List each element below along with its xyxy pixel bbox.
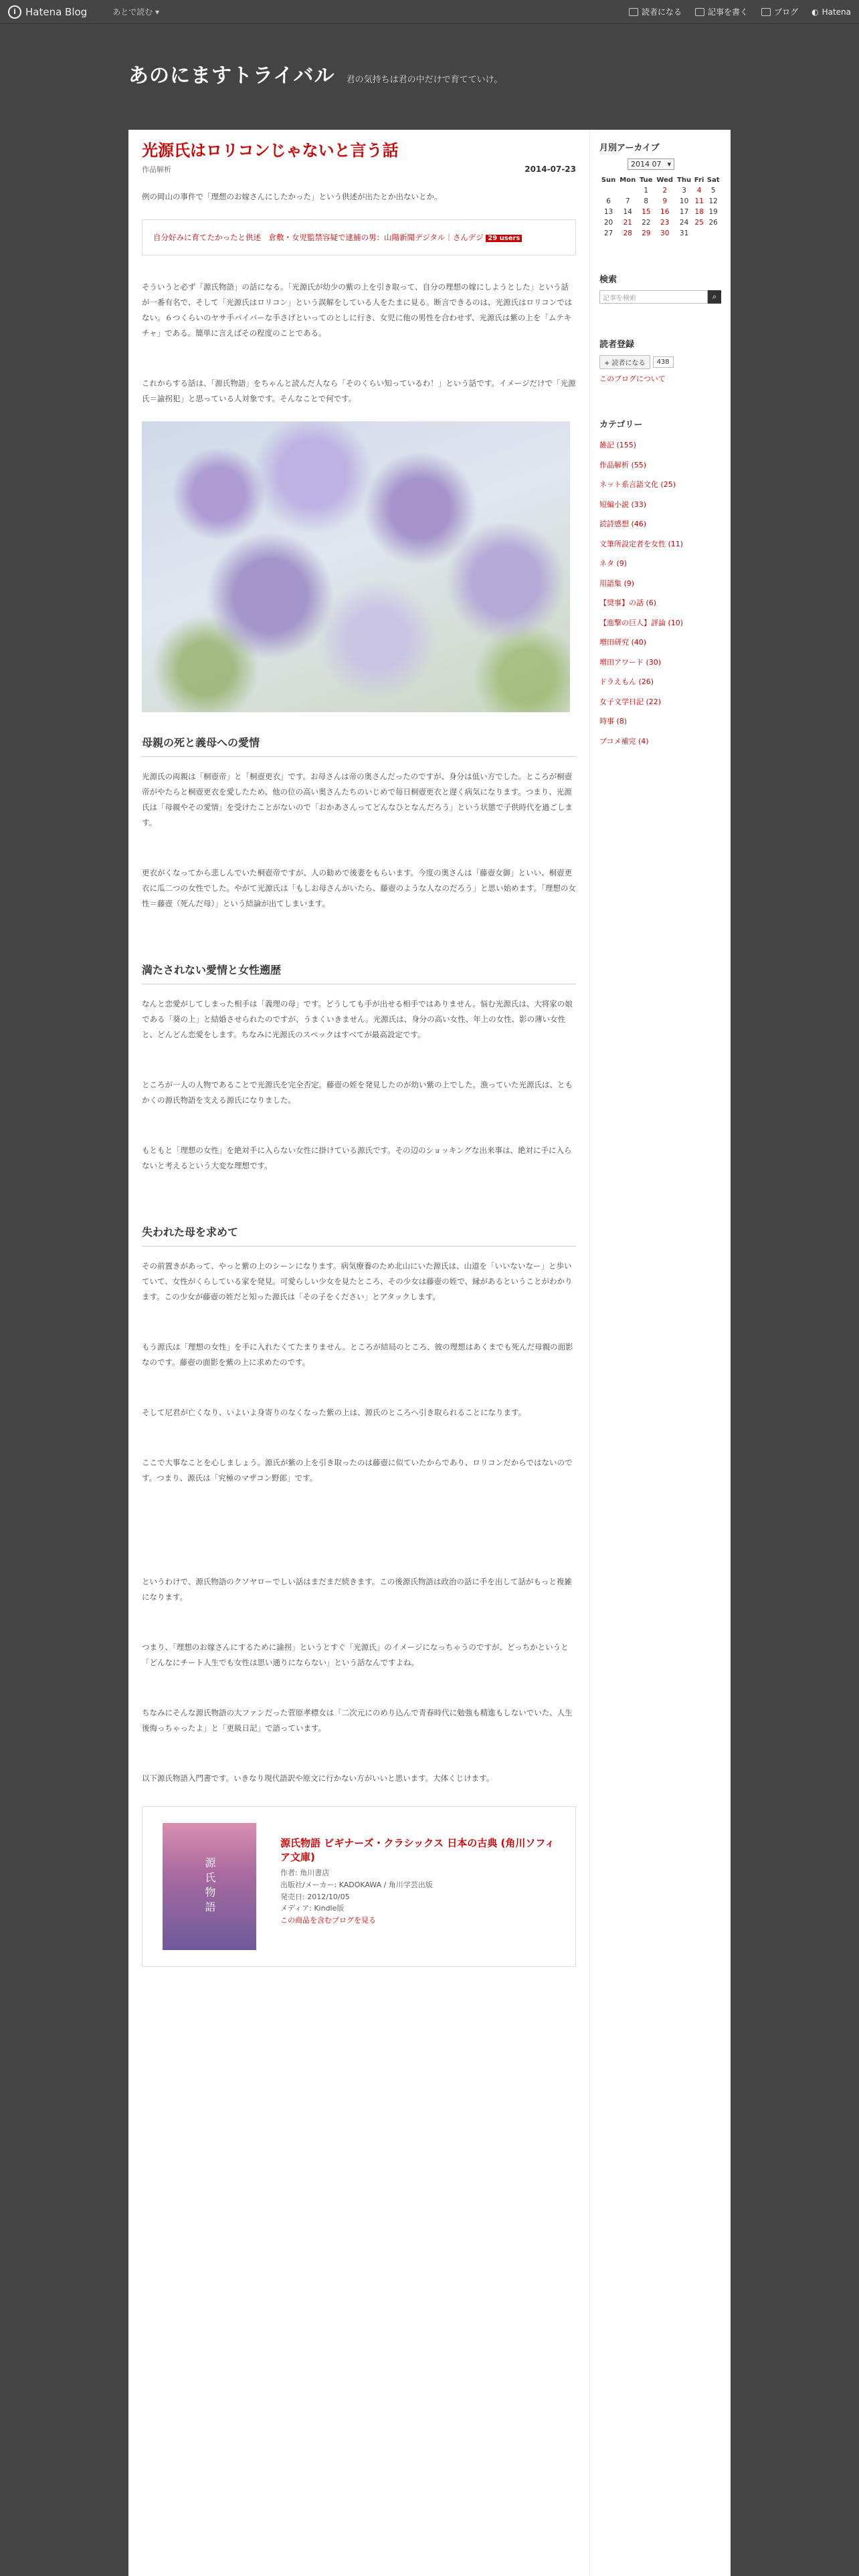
calendar-day[interactable]: 16 <box>660 208 670 216</box>
spacer <box>142 1685 576 1705</box>
spacer <box>142 1319 576 1339</box>
subscribe-module <box>599 337 721 384</box>
paragraph-11: ここで大事なことを心しましょう。源氏が紫の上を引き取ったのは藤壺に似ていたからであり、ロリコンだからではないのです。つまり、源氏は「究極のマザコン野郎」です。 <box>142 1458 573 1483</box>
search-form <box>599 290 721 304</box>
search-input[interactable]: 記事を検索 <box>599 290 708 304</box>
book-cover-text: 源氏物語 <box>203 1857 216 1917</box>
subscribe-header-label: 読者になる <box>642 7 682 17</box>
calendar-day[interactable]: 4 <box>696 187 702 195</box>
archive-module <box>599 140 721 239</box>
main-column <box>128 130 590 2576</box>
global-header <box>0 0 859 24</box>
category-link[interactable]: ネット系言語文化 (25) <box>599 480 676 489</box>
hatena-link[interactable] <box>812 7 851 17</box>
calendar-week-row <box>599 185 721 196</box>
paragraph-10: そして尼君が亡くなり、いよいよ身寄りのなくなった紫の上は、源氏のところへ引き取られることになります。 <box>142 1408 527 1418</box>
category-link[interactable]: 【進撃の巨人】評論 (10) <box>599 618 684 627</box>
spacer <box>142 1385 576 1405</box>
pencil-icon <box>695 8 704 16</box>
spacer <box>142 1751 576 1771</box>
category-list <box>599 435 721 751</box>
calendar-day <box>617 185 638 196</box>
calendar-day: 26 <box>708 219 718 227</box>
category-link[interactable]: 用語集 (9) <box>599 578 635 588</box>
calendar-day <box>599 185 617 196</box>
calendar-day: 6 <box>606 197 611 205</box>
search-icon: ⌕ <box>712 292 717 301</box>
wisteria-photo <box>142 421 570 712</box>
calendar-day: 5 <box>710 187 716 195</box>
spacer <box>142 926 576 946</box>
spacer <box>142 845 576 865</box>
calendar-week-row <box>599 196 721 207</box>
entry-intro: 例の岡山の事件で「理想のお嫁さんにしたかった」という供述が出たとか出ないとか。 <box>142 192 442 202</box>
category-link[interactable]: 増田アワード (30) <box>599 657 662 667</box>
spacer <box>142 1188 576 1208</box>
quote-link-text[interactable]: 自分好みに育てたかったと供述 倉敷・女児監禁容疑で逮捕の男：山陽新聞デジタル｜さんデジ <box>153 233 484 243</box>
category-title: カテゴリー <box>599 420 643 430</box>
calendar-day: 7 <box>625 197 630 205</box>
paragraph-15: 以下源氏物語入門書です。いきなり現代語訳や原文に行かない方がいいと思います。大体くじけます。 <box>142 1774 494 1784</box>
paragraph-3: 光源氏の両親は「桐壺帝」と「桐壺更衣」です。お母さんは帝の奥さんだったのですが、身分は低い方でした。ところが桐壺帝がやたらと桐壺更衣を愛したため、他の位の高い奥さんたちのいじめで毎日桐壺更衣と遅く病気になります。つまり、光源氏は「母親やその愛情」を受けたことがないので「おかあさんってどんなひとなんだろう」という状態で子供時代を過ごします。 <box>142 772 573 828</box>
subscribe-title: 読者登録 <box>599 340 635 350</box>
hatena-logo-icon: i <box>8 5 21 19</box>
calendar-day[interactable]: 25 <box>694 219 704 227</box>
spacer <box>142 356 576 376</box>
calendar-weekday-header: Sat <box>706 177 720 184</box>
entry-meta <box>142 164 576 175</box>
paragraph-6: ところが一人の人物であることで光源氏を完全否定。藤壺の姪を発見したのが幼い紫の上でした。漁っていた光源氏は、ともかくの源氏物語を支える源氏になりました。 <box>142 1080 573 1105</box>
subscribe-row <box>599 355 721 369</box>
paragraph-5: なんと恋愛がしてしまった相手は「義理の母」です。どうしても手が出せる相手ではありません。悩む光源氏は、大将家の娘である「葵の上」と結婚させられたのですが、うまくいきません。光源氏は、身分の高い女性、年上の女性、影の薄い女性と、どんどん恋愛をします。ちなみに光源氏のスペックはすべてが最高設定です。 <box>142 999 573 1040</box>
calendar-day: 1 <box>644 187 649 195</box>
amazon-product-card <box>142 1806 576 1967</box>
search-title: 検索 <box>599 275 617 285</box>
search-button[interactable] <box>708 290 721 304</box>
calendar-day: 17 <box>679 208 689 216</box>
paragraph-14: ちなみにそんな源氏物語の大ファンだった菅原孝標女は「二次元にのめり込んで青春時代に勉強も精進もしないでいた、人生後悔っちゃったよ」と「更級日記」で語っています。 <box>142 1708 573 1733</box>
spacer <box>142 1501 576 1574</box>
paragraph-9: もう源氏は「理想の女性」を手に入れたくてたまりません。ところが結局のところ、彼の理想はあくまでも死んだ母親の面影なのです。藤壺の面影を紫の上に求めたのです。 <box>142 1342 573 1368</box>
hatena-bookmark-users-badge[interactable]: 29 users <box>486 235 522 242</box>
product-info <box>280 1823 555 1950</box>
subscribe-button[interactable]: + 読者になる <box>599 355 650 369</box>
paragraph-4: 更衣がくなってから悲しんでいた桐壺帝ですが、人の勧めで後妻をもらいます。今度の奥さんは「藤壺女御」といい、桐壺更衣に瓜二つの女性でした。やがて光源氏は「もしお母さんがいたら、藤壺のような人なのだろう」と思い始めます。「理想の女性＝藤壺（死んだ母）」という結論が出てしまいます。 <box>142 868 576 909</box>
content-wrapper <box>128 130 731 2576</box>
calendar-day: 24 <box>679 219 689 227</box>
product-media: メディア: Kindle版 <box>280 1904 345 1913</box>
paragraph-2: これからする話は、「源氏物語」をちゃんと読んだ人なら「そのくらい知っているわ！」という話です。イメージだけで「光源氏＝諭拐犯」と思っている人対象です。そんなことで何です。 <box>142 379 576 404</box>
calendar-weekday-header: Fri <box>694 177 704 184</box>
global-header-right <box>629 6 851 17</box>
calendar-day: 8 <box>644 197 649 205</box>
quote-link-card[interactable] <box>142 219 576 255</box>
calendar-day[interactable]: 15 <box>642 208 651 216</box>
calendar-day: 19 <box>708 208 718 216</box>
category-link[interactable]: 【奨事】の話 (6) <box>599 599 657 607</box>
calendar-day <box>705 228 721 239</box>
spacer <box>142 1123 576 1143</box>
category-link[interactable]: 読詩感想 (46) <box>599 520 647 528</box>
category-link[interactable]: 雑記 (155) <box>599 441 637 449</box>
calendar-weekday-header: Tue <box>639 177 653 184</box>
paragraph-7: もともと「理想の女性」を絶対手に入らない女性に掛けている源氏です。その辺のショッキングな出来事は、絶対に手に入らないと考えるという大変な理想です。 <box>142 1146 572 1171</box>
category-link[interactable]: ドラえもん (26) <box>599 677 654 686</box>
calendar-weekday-header: Wed <box>656 177 674 184</box>
read-later-label: あとで読む <box>112 7 153 17</box>
calendar-day[interactable]: 21 <box>623 219 632 227</box>
calendar-week-row <box>599 207 721 217</box>
calendar-day: 20 <box>603 219 613 227</box>
paragraph-1: そういうと必ず「源氏物語」の話になる。「光源氏が幼少の紫の上を引き取って、自分の理想の嫁にしようとした」という話が一番有名で、そして「光源氏はロリコン」という誤解をしている人をたまに見る。断言できるのは、光源氏はロリコンではない。６つくらいのヤサ手パイパーな手さげといってのとしに行き、女児に他の男性を合わせず、光源氏は紫の上を「ムテキチャ」である。簡単に言えばその程度のことである。 <box>142 282 573 338</box>
book-cover-image[interactable] <box>163 1823 256 1950</box>
calendar-day[interactable]: 23 <box>660 219 670 227</box>
calendar-day[interactable]: 29 <box>642 229 651 237</box>
subscribe-icon <box>629 8 638 16</box>
calendar-day[interactable]: 18 <box>694 208 704 216</box>
hatena-blog-logo-text: Hatena Blog <box>25 5 88 18</box>
calendar-day: 27 <box>603 229 613 237</box>
chevron-down-icon: ▾ <box>667 160 671 169</box>
calendar-day: 3 <box>682 187 686 195</box>
category-link[interactable]: ネタ (9) <box>599 559 628 568</box>
calendar-weekday-header: Sun <box>601 177 616 184</box>
calendar-day <box>693 228 705 239</box>
read-later-menu[interactable]: あとで読む ▾ <box>112 7 160 17</box>
section-heading-2: 満たされない愛情と女性遡歴 <box>142 960 576 984</box>
calendar-day: 31 <box>679 229 689 237</box>
calendar-day[interactable]: 2 <box>662 187 668 195</box>
calendar-day: 10 <box>679 197 689 205</box>
spacer <box>142 1435 576 1455</box>
section-heading-3: 失われた母を求めて <box>142 1222 576 1247</box>
subscriber-count[interactable]: 438 <box>653 356 674 368</box>
hatena-label: Hatena <box>822 7 851 17</box>
global-header-left <box>8 5 159 19</box>
calendar-day[interactable]: 30 <box>660 229 670 237</box>
archive-selected-value: 2014 07 <box>631 160 662 169</box>
spacer <box>142 1057 576 1077</box>
product-related-blogs-link[interactable]: この商品を含むブログを見る <box>280 1915 376 1925</box>
paragraph-8: その前置きがあって、やっと紫の上のシーンになります。病気療養のため北山にいた源氏は、山道を「いいないなー」と歩いていて、女性がくらしている家を発見。可愛らしい少女を見たところ、その少女は藤壺の姪で、縁があるということがわかります。この少女が藤壺の姪だと知った源氏は「その子をください」とアタックします。 <box>142 1261 573 1302</box>
hatena-icon: ◐ <box>812 7 819 17</box>
category-link[interactable]: 短編小説 (33) <box>599 500 647 509</box>
my-blog-label: ブログ <box>774 7 799 17</box>
category-module <box>599 417 721 751</box>
category-link[interactable]: 文筆所設定者を女性 (11) <box>599 539 684 548</box>
subscribe-header-link[interactable] <box>629 6 682 17</box>
calendar-day[interactable]: 11 <box>694 197 704 205</box>
category-link[interactable]: 女子文学日記 (22) <box>599 697 662 706</box>
product-release-date: 発売日: 2012/10/05 <box>280 1892 350 1901</box>
calendar-weekday-header: Thu <box>677 177 692 184</box>
category-link[interactable]: 時事 (8) <box>599 717 628 726</box>
archive-month-select[interactable] <box>628 158 674 170</box>
about-blog-link[interactable]: このブログについて <box>599 374 666 383</box>
calendar-week-row <box>599 217 721 228</box>
category-link[interactable]: 増田研究 (40) <box>599 638 647 647</box>
paragraph-12: というわけで、源氏物語のクソヤローでしい話はまだまだ続きます。この後源氏物語は政治の話に手を出して話がもっと複雑になります。 <box>142 1577 572 1602</box>
calendar-day: 12 <box>708 197 718 205</box>
paragraph-13: つまり、「理想のお嫁さんにするために諭拐」というとすぐ「光源氏」のイメージになっちゃうのですが、どっちかというと「どんなにチート人生でも女性は思い通りにならない」という話なんですよね。 <box>142 1642 569 1668</box>
section-heading-1: 母親の死と義母への愛情 <box>142 732 576 757</box>
archive-title: 月別アーカイブ <box>599 143 660 153</box>
blog-title-area <box>128 24 731 130</box>
category-link[interactable]: ブコメ補完 (4) <box>599 736 649 746</box>
calendar-day: 14 <box>623 208 632 216</box>
calendar-day[interactable]: 28 <box>623 229 632 237</box>
product-title[interactable]: 源氏物語 ビギナーズ・クラシックス 日本の古典 (角川ソフィア文庫) <box>280 1837 555 1864</box>
calendar-week-row <box>599 228 721 239</box>
write-post-label: 記事を書く <box>708 7 749 17</box>
entry-date[interactable]: 2014-07-23 <box>524 165 576 175</box>
calendar-day: 13 <box>603 208 613 216</box>
write-post-link[interactable] <box>695 6 748 17</box>
calendar-day: 22 <box>642 219 651 227</box>
product-publisher: 出版社/メーカー: KADOKAWA / 角川学芸出版 <box>280 1880 433 1889</box>
entry-body <box>142 189 576 1967</box>
search-module <box>599 272 721 304</box>
entry-category[interactable]: 作品解析 <box>142 165 171 175</box>
spacer <box>142 1620 576 1640</box>
entry-title[interactable]: 光源氏はロリコンじゃないと言う話 <box>142 141 399 160</box>
calendar-day[interactable]: 9 <box>662 197 668 205</box>
sidebar <box>590 130 731 2576</box>
calendar-weekday-header: Mon <box>619 177 636 184</box>
blog-description: 君の気持ちは君の中だけで育てていけ。 <box>346 75 503 85</box>
category-link[interactable]: 作品解析 (55) <box>599 460 647 469</box>
archive-calendar <box>599 175 721 239</box>
hatena-blog-logo[interactable] <box>8 5 87 19</box>
blog-title[interactable]: あのにますトライバル <box>128 64 335 88</box>
product-author: 作者: 角川書店 <box>280 1868 330 1878</box>
my-blog-link[interactable] <box>761 6 798 17</box>
blog-icon <box>761 8 771 16</box>
